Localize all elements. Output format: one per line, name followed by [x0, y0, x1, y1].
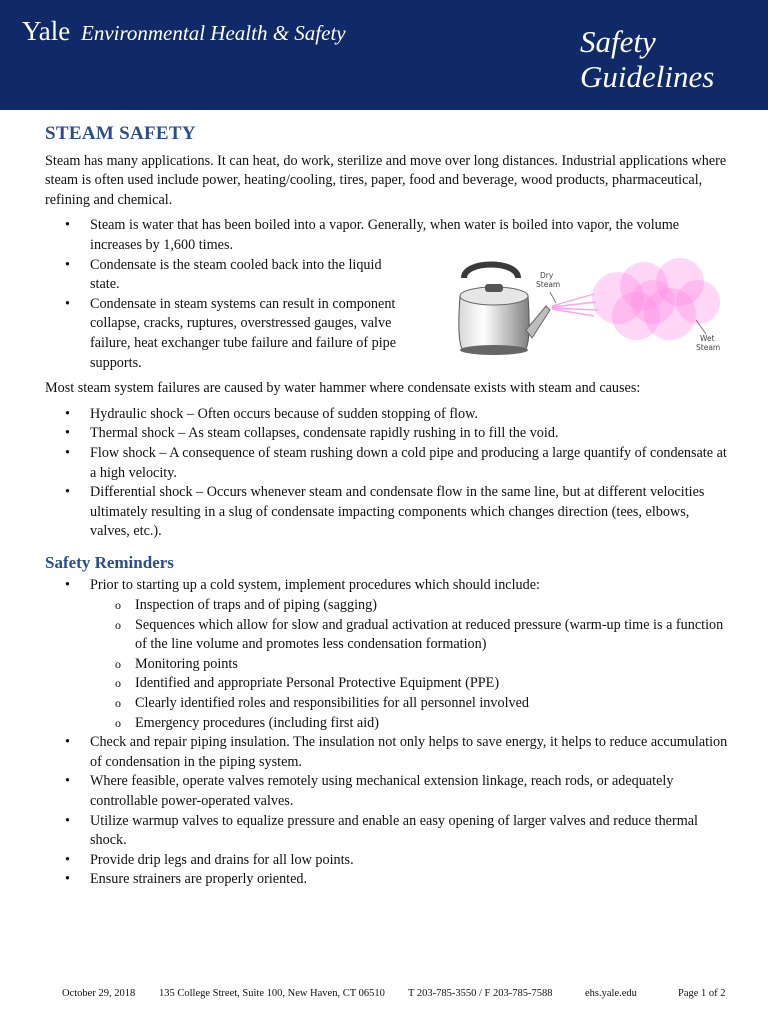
intro-paragraph: Steam has many applications. It can heat, do work, sterilize and move over long distances. Industrial applications where steam is often used include power, heating/cooling, tires, paper, food and beverage, wood products, pharmaceutical, refining and chemical. — [45, 152, 727, 208]
list-item: • Ensure strainers are properly oriented. — [45, 870, 730, 890]
footer-date: October 29, 2018 — [62, 988, 136, 999]
list-item: • Check and repair piping insulation. The insulation not only helps to save energy, it helps to reduce accumulation of condensation in the piping system. — [45, 733, 730, 772]
wet-steam-label-1: Wet — [700, 334, 715, 343]
doc-type-line-2: Guidelines — [580, 59, 715, 94]
failures-intro: Most steam system failures are caused by water hammer where condensate exists with steam and causes: — [45, 380, 641, 397]
list-item: • Condensate in steam systems can result in component collapse, cracks, ruptures, overstressed gauges, valve failure, heat exchanger tube failure and failure of pipe supports. — [45, 295, 410, 373]
wet-steam-label-2: Steam — [696, 343, 721, 352]
sub-list-item: o Emergency procedures (including first aid) — [45, 714, 730, 734]
list-item: • Where feasible, operate valves remotely using mechanical extension linkage, reach rods, or adequately controllable power-operated valves. — [45, 772, 730, 811]
list-item: • Utilize warmup valves to equalize pressure and enable an easy opening of larger valves and reduce thermal shock. — [45, 812, 730, 851]
sub-list-item: o Clearly identified roles and responsibilities for all personnel involved — [45, 694, 730, 714]
document-body — [45, 124, 730, 896]
page-title: STEAM SAFETY — [45, 123, 196, 144]
sub-list-item: o Sequences which allow for slow and gradual activation at reduced pressure (warm-up time is a function of the line volume and promotes less condensation formation) — [45, 616, 730, 655]
sub-list-item: o Monitoring points — [45, 655, 730, 675]
steam-jet — [552, 294, 598, 316]
dry-steam-label-1: Dry — [540, 271, 554, 280]
sub-list-item: o Identified and appropriate Personal Protective Equipment (PPE) — [45, 674, 730, 694]
header-banner — [0, 0, 768, 110]
list-item: • Hydraulic shock – Often occurs because of sudden stopping of flow. — [45, 405, 730, 425]
brand-name: Yale — [22, 16, 71, 46]
section-heading: Safety Reminders — [45, 552, 174, 572]
dry-steam-label-2: Steam — [536, 280, 561, 289]
list-item: • Steam is water that has been boiled into a vapor. Generally, when water is boiled into vapor, the volume increases by 1,600 times. — [45, 216, 730, 255]
doc-type-line-1: Safety — [580, 24, 656, 59]
list-item: • Provide drip legs and drains for all low points. — [45, 851, 730, 871]
department-name: Environmental Health & Safety — [81, 21, 346, 45]
footer-website[interactable]: ehs.yale.edu — [585, 988, 637, 999]
kettle-steam-illustration — [448, 256, 728, 360]
list-item: • Condensate is the steam cooled back into the liquid state. — [45, 256, 410, 295]
document-type — [580, 24, 714, 94]
steam-cloud — [592, 258, 720, 340]
list-item: • Differential shock – Occurs whenever steam and condensate flow in the same line, but at different velocities ultimately resulting in a slug of condensate impacting components which changes direction (tees, elbows, valves, etc.). — [45, 483, 730, 542]
startup-reminder: Prior to starting up a cold system, implement procedures which should include: — [90, 577, 540, 594]
sub-list-item: o Inspection of traps and of piping (sagging) — [45, 596, 730, 616]
kettle-icon — [459, 265, 550, 356]
dry-steam-pointer — [550, 292, 556, 303]
footer-phone: T 203-785-3550 / F 203-785-7588 — [408, 988, 553, 999]
footer-address: 135 College Street, Suite 100, New Haven, CT 06510 — [159, 988, 385, 999]
list-item: • Flow shock – A consequence of steam rushing down a cold pipe and producing a large quantify of condensate at a high velocity. — [45, 444, 730, 483]
reminders-list — [45, 576, 730, 890]
startup-steps-list — [45, 596, 730, 733]
failures-list — [45, 405, 730, 542]
footer-page-number: Page 1 of 2 — [678, 988, 726, 999]
list-item — [45, 576, 730, 733]
list-item: • Thermal shock – As steam collapses, condensate rapidly rushing in to fill the void. — [45, 424, 730, 444]
brand-logo — [22, 16, 346, 47]
